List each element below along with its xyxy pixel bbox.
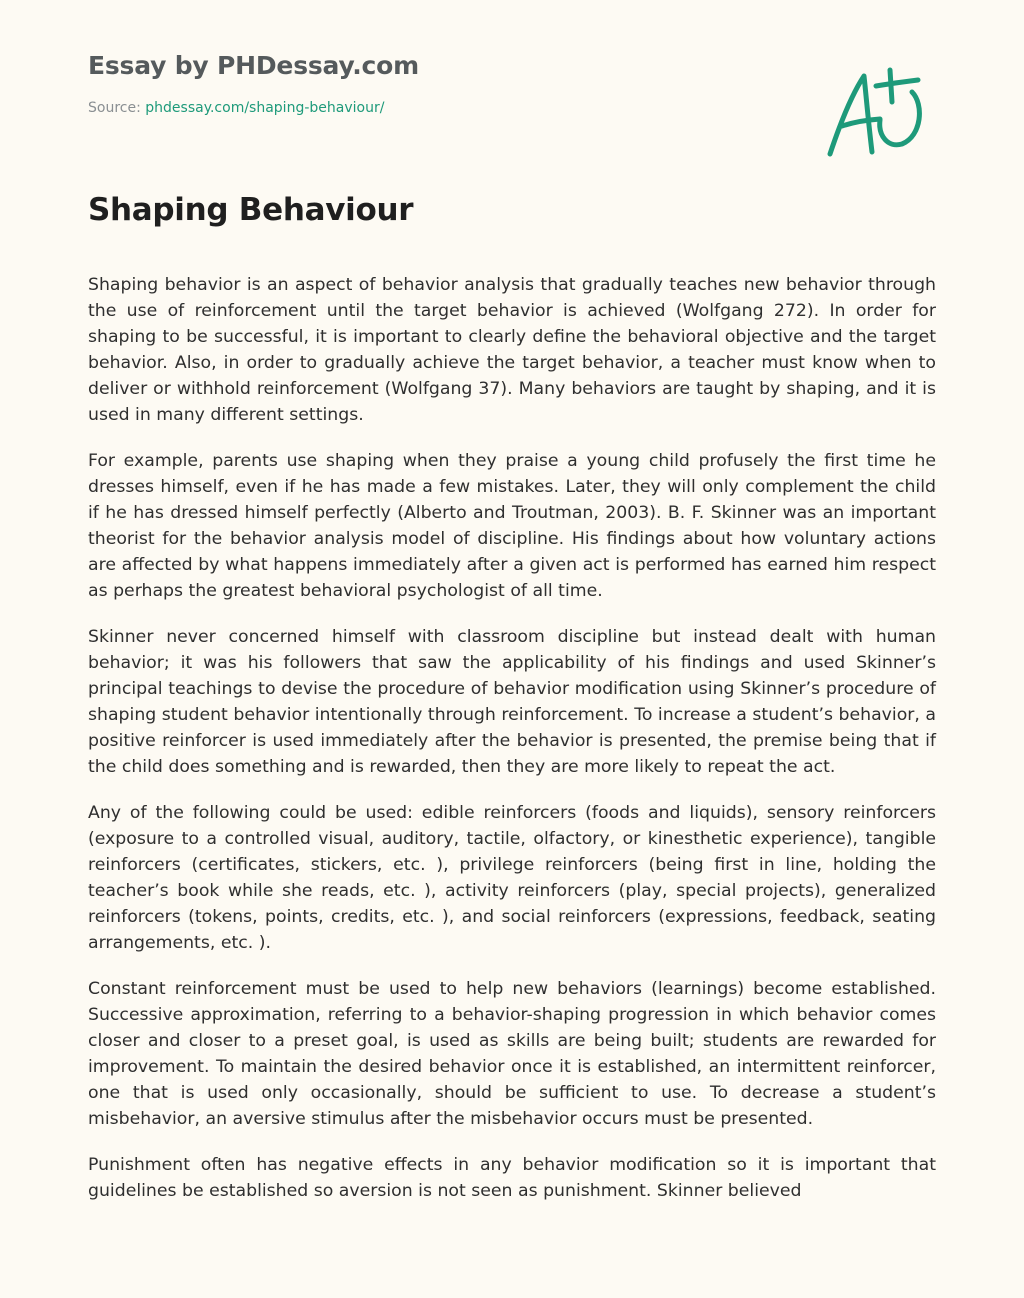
brand-title: Essay by PHDessay.com	[88, 51, 419, 80]
paragraph-6: Punishment often has negative effects in any behavior modification so it is important that guidelines be established so aversion is not seen as punishment. Skinner believed	[88, 1155, 936, 1201]
a-plus-grade-icon	[822, 64, 932, 164]
paragraph-4: Any of the following could be used: edible reinforcers (foods and liquids), sensory reinforcers (exposure to a controlled visual, auditory, tactile, olfactory, or kinesthetic experience), tangible reinforcers (certificates, stickers, etc. ), privilege reinforcers (being first in line, holding the teacher’s book while she reads, etc. ), activity reinforcers (play, special projects), generalized reinforcers (tokens, points, credits, etc. ), and social reinforcers (expressions, feedback, seating arrangements, etc. ).	[88, 803, 936, 953]
source-link[interactable]: phdessay.com/shaping-behaviour/	[145, 100, 385, 116]
source-label: Source:	[88, 100, 146, 116]
paragraph-5: Constant reinforcement must be used to help new behaviors (learnings) become established. Successive approximation, referring to a behavior-shaping progression in which behavior comes closer and closer to a preset goal, is used as skills are being built; students are rewarded for improvement. To maintain the desired behavior once it is established, an intermittent reinforcer, one that is used only occasionally, should be sufficient to use. To decrease a student’s misbehavior, an aversive stimulus after the misbehavior occurs must be presented.	[88, 979, 936, 1129]
header	[88, 50, 938, 118]
document-title: Shaping Behaviour	[88, 192, 414, 228]
paragraph-3: Skinner never concerned himself with classroom discipline but instead dealt with human behavior; it was his followers that saw the applicability of his findings and used Skinner’s principal teachings to devise the procedure of behavior modification using Skinner’s procedure of shaping student behavior intentionally through reinforcement. To increase a student’s behavior, a positive reinforcer is used immediately after the behavior is presented, the premise being that if the child does something and is rewarded, then they are more likely to repeat the act.	[88, 627, 936, 777]
essay-body	[88, 272, 936, 1224]
source-line	[88, 98, 938, 118]
paragraph-1: Shaping behavior is an aspect of behavior analysis that gradually teaches new behavior through the use of reinforcement until the target behavior is achieved (Wolfgang 272). In order for shaping to be successful, it is important to clearly define the behavioral objective and the target behavior. Also, in order to gradually achieve the target behavior, a teacher must know when to deliver or withhold reinforcement (Wolfgang 37). Many behaviors are taught by shaping, and it is used in many different settings.	[88, 275, 936, 425]
paragraph-2: For example, parents use shaping when they praise a young child profusely the first time he dresses himself, even if he has made a few mistakes. Later, they will only complement the child if he has dressed himself perfectly (Alberto and Troutman, 2003). B. F. Skinner was an important theorist for the behavior analysis model of discipline. His findings about how voluntary actions are affected by what happens immediately after a given act is performed has earned him respect as perhaps the greatest behavioral psychologist of all time.	[88, 451, 936, 601]
